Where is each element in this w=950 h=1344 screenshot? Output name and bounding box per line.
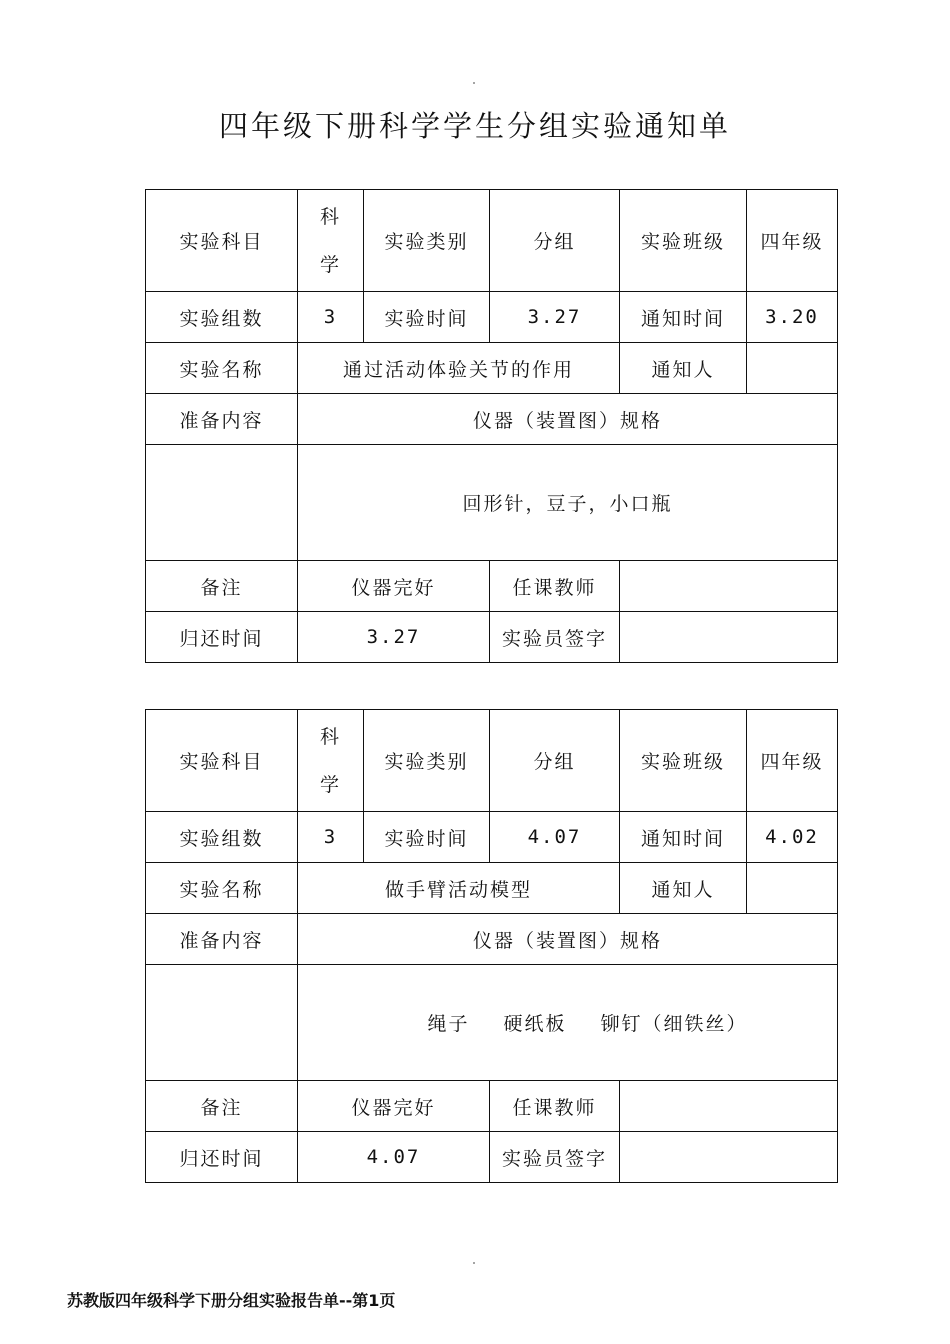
page-dot-bottom [473,1262,475,1264]
notice-time-label: 通知时间 [620,812,747,863]
table-row [146,343,838,394]
prep-blank-cell [146,445,298,561]
exp-name-value: 通过活动体验关节的作用 [298,343,620,394]
notifier-value [747,343,838,394]
exp-time-value: 4.07 [490,812,620,863]
class-value: 四年级 [747,710,838,812]
page-title: 四年级下册科学学生分组实验通知单 [218,109,731,143]
notice-form-2 [145,709,838,1183]
exp-name-value: 做手臂活动模型 [298,863,620,914]
table-row [146,190,838,292]
groups-label: 实验组数 [146,292,298,343]
exp-time-label: 实验时间 [364,812,490,863]
subject-label: 实验科目 [146,190,298,292]
exp-name-label: 实验名称 [146,863,298,914]
exp-time-label: 实验时间 [364,292,490,343]
class-label: 实验班级 [620,710,747,812]
signer-value [620,1132,838,1183]
table-row [146,1081,838,1132]
exp-name-label: 实验名称 [146,343,298,394]
teacher-label: 任课教师 [490,1081,620,1132]
subject-value: 科 学 [298,190,364,292]
notifier-label: 通知人 [620,343,747,394]
type-label: 实验类别 [364,190,490,292]
notifier-value [747,863,838,914]
page-footer: 苏教版四年级科学下册分组实验报告单--第1页 [67,1291,396,1310]
table-row [146,445,838,561]
equipment-item: 绳子 [427,1013,470,1035]
table-row [146,965,838,1081]
return-time-value: 4.07 [298,1132,490,1183]
equipment-item: 回形针，豆子，小口瓶 [462,493,673,515]
notifier-label: 通知人 [620,863,747,914]
table-row [146,812,838,863]
return-time-label: 归还时间 [146,1132,298,1183]
return-time-label: 归还时间 [146,612,298,663]
page-dot-top [473,82,475,84]
table-row [146,394,838,445]
equipment-item: 硬纸板 [503,1013,567,1035]
table-row [146,914,838,965]
signer-label: 实验员签字 [490,612,620,663]
prep-blank-cell [146,965,298,1081]
teacher-value [620,1081,838,1132]
table-row [146,863,838,914]
prep-header: 仪器（装置图）规格 [298,914,838,965]
notice-time-value: 3.20 [747,292,838,343]
notice-time-label: 通知时间 [620,292,747,343]
notice-form-1 [145,189,838,663]
groups-label: 实验组数 [146,812,298,863]
prep-label: 准备内容 [146,394,298,445]
groups-value: 3 [298,812,364,863]
signer-value [620,612,838,663]
class-value: 四年级 [747,190,838,292]
table-row [146,561,838,612]
table-row [146,292,838,343]
class-label: 实验班级 [620,190,747,292]
prep-label: 准备内容 [146,914,298,965]
table-row [146,710,838,812]
signer-label: 实验员签字 [490,1132,620,1183]
equipment-list [298,965,838,1081]
subject-label: 实验科目 [146,710,298,812]
notice-time-value: 4.02 [747,812,838,863]
return-time-value: 3.27 [298,612,490,663]
remarks-value: 仪器完好 [298,1081,490,1132]
prep-header: 仪器（装置图）规格 [298,394,838,445]
groups-value: 3 [298,292,364,343]
teacher-label: 任课教师 [490,561,620,612]
remarks-label: 备注 [146,1081,298,1132]
remarks-label: 备注 [146,561,298,612]
exp-time-value: 3.27 [490,292,620,343]
subject-value: 科 学 [298,710,364,812]
type-value: 分组 [490,710,620,812]
table-row [146,612,838,663]
type-label: 实验类别 [364,710,490,812]
table-row [146,1132,838,1183]
teacher-value [620,561,838,612]
type-value: 分组 [490,190,620,292]
remarks-value: 仪器完好 [298,561,490,612]
equipment-item: 铆钉（细铁丝） [600,1013,748,1035]
equipment-list [298,445,838,561]
